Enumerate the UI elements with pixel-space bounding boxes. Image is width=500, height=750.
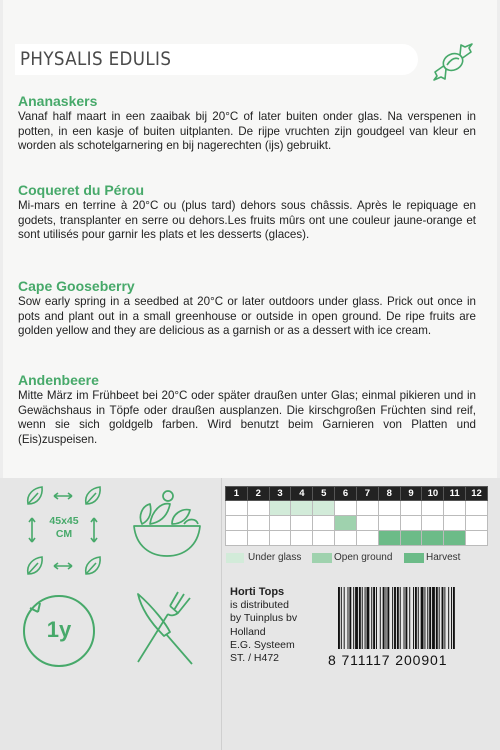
barcode [338,587,488,649]
barcode-number: 8 711117 200901 [328,652,448,668]
barcode-bar [353,587,354,649]
calendar-row-under-glass [226,501,488,516]
barcode-bar [429,587,431,649]
calendar-cell [247,501,269,516]
calendar-cell [356,501,378,516]
section-text: Mitte März im Frühbeet bei 20°C oder später draußen unter Glas; einmal pikieren und in Gewächshaus in Töpfe oder draußen ausplanzen. Die kirschgroßen Früchten sind reif, wenn sie sich goldgelb farben. Wird benutzt beim Garnieren von Platten und (Eis)zuspeisen. [18,389,476,446]
month-header: 10 [422,487,444,501]
barcode-bar [362,587,363,649]
barcode-bar [383,587,385,649]
open-ground-swatch [312,553,332,563]
section-text: Vanaf half maart in een zaaibak bij 20°C of later buiten onder glas. Na verspenen in potten, in een kasje of buiten uitplanten. De rijpe vruchten zijn goudgeel van kleur en worden als schotelgarnering en bij nagerechten (ijs) gebruikt. [18,110,476,152]
barcode-bar [380,587,381,649]
calendar-row-harvest [226,531,488,546]
calendar-cell [466,531,488,546]
barcode-bar [400,587,401,649]
section-french [18,182,476,243]
barcode-bar [418,587,419,649]
calendar-month-row [226,487,488,501]
sowing-calendar [225,486,488,546]
barcode-bar [397,587,399,649]
distributor-line: ST. / H472 [230,652,280,665]
brand-name: Horti Tops [230,586,285,598]
open-ground-label: Open ground [334,552,393,563]
barcode-bar [409,587,410,649]
barcode-bar [392,587,393,649]
calendar-cell [466,501,488,516]
barcode-bar [348,587,349,649]
barcode-bar [442,587,444,649]
barcode-bar [341,587,342,649]
distributor-line: Holland [230,625,266,638]
under-glass-label: Under glass [248,552,302,563]
section-dutch [18,93,476,154]
calendar-cell [400,516,422,531]
month-header: 12 [466,487,488,501]
calendar-cell [247,531,269,546]
barcode-bar [344,587,345,649]
calendar-cell [226,501,248,516]
calendar-cell [291,531,313,546]
month-header: 4 [291,487,313,501]
barcode-bar [349,587,351,649]
candy-icon [431,42,475,82]
calendar-cell [422,501,444,516]
month-header: 8 [378,487,400,501]
panel-divider [221,478,222,750]
calendar-table [225,486,488,546]
calendar-cell [466,516,488,531]
calendar-cell [269,501,291,516]
calendar-legend [226,551,494,565]
calendar-cell [444,516,466,531]
barcode-bar [405,587,407,649]
calendar-cell [313,531,335,546]
calendar-cell [335,516,357,531]
month-header: 2 [247,487,269,501]
calendar-cell [226,531,248,546]
barcode-bar [421,587,424,649]
barcode-bar [427,587,428,649]
calendar-cell [400,531,422,546]
calendar-cell [400,501,422,516]
barcode-bar [386,587,387,649]
calendar-cell [313,516,335,531]
calendar-cell [291,501,313,516]
under-glass-swatch [226,553,244,563]
spacing-value: 45x45 [49,515,79,527]
section-heading: Coqueret du Pérou [18,182,145,198]
barcode-bar [432,587,435,649]
month-header: 11 [444,487,466,501]
barcode-bar [424,587,425,649]
calendar-cell [356,531,378,546]
barcode-bar [387,587,389,649]
month-header: 7 [356,487,378,501]
calendar-cell [378,516,400,531]
calendar-cell [378,501,400,516]
calendar-cell [444,501,466,516]
barcode-bar [413,587,414,649]
section-heading: Andenbeere [18,372,99,388]
spacing-label [40,515,88,541]
barcode-bar [359,587,361,649]
calendar-cell [335,531,357,546]
harvest-swatch [404,553,424,563]
barcode-bar [371,587,372,649]
section-text: Mi-mars en terrine à 20°C ou (plus tard) dehors sous châssis. Après le repiquage en godets, transplanter en serre ou dehors.Les fruits mûrs ont une couleur jaune-orange et sont utilisés pour garnir les plats et les desserts (glaces). [18,199,476,241]
calendar-cell [335,501,357,516]
calendar-cell [356,516,378,531]
distributor-info [230,586,297,665]
barcode-bar [436,587,438,649]
barcode-bar [415,587,417,649]
section-german [18,372,476,447]
barcode-bar [453,587,455,649]
barcode-bar [444,587,445,649]
calendar-cell [313,501,335,516]
calendar-cell [422,531,444,546]
barcode-bar [355,587,358,649]
barcode-bar [448,587,449,649]
calendar-cell [422,516,444,531]
harvest-label: Harvest [426,552,461,563]
fork-knife-icon [126,588,202,668]
barcode-bar [338,587,340,649]
barcode-bar [451,587,452,649]
month-header: 6 [335,487,357,501]
month-header: 9 [400,487,422,501]
lifespan-value: 1y [46,617,72,642]
calendar-cell [269,516,291,531]
barcode-bar [373,587,375,649]
barcode-bar [394,587,396,649]
distributor-line: is distributed [230,599,289,612]
section-text: Sow early spring in a seedbed at 20°C or later outdoors under glass. Prick out once in pots and plant out in a small greenhouse or outside in open ground. De ripe fruits are golden yellow and they are delicious as a garnish or as a dessert with ice cream. [18,295,476,337]
calendar-cell [269,531,291,546]
calendar-cell [226,516,248,531]
spacing-unit: CM [55,528,73,540]
barcode-bar [365,587,366,649]
barcode-bar [404,587,405,649]
calendar-cell [247,516,269,531]
calendar-cell [444,531,466,546]
section-heading: Cape Gooseberry [18,278,135,294]
barcode-bar [376,587,377,649]
salad-bowl-icon [128,488,206,560]
month-header: 3 [269,487,291,501]
calendar-cell [378,531,400,546]
section-english [18,278,476,339]
product-title: PHYSALIS EDULIS [20,49,172,70]
distributor-line: by Tuinplus bv [230,612,298,625]
section-heading: Ananaskers [18,93,98,109]
month-header: 5 [313,487,335,501]
barcode-bar [439,587,440,649]
calendar-row-open-ground [226,516,488,531]
distributor-line: E.G. Systeem [230,638,295,651]
month-header: 1 [226,487,248,501]
calendar-cell [291,516,313,531]
barcode-bar [367,587,370,649]
